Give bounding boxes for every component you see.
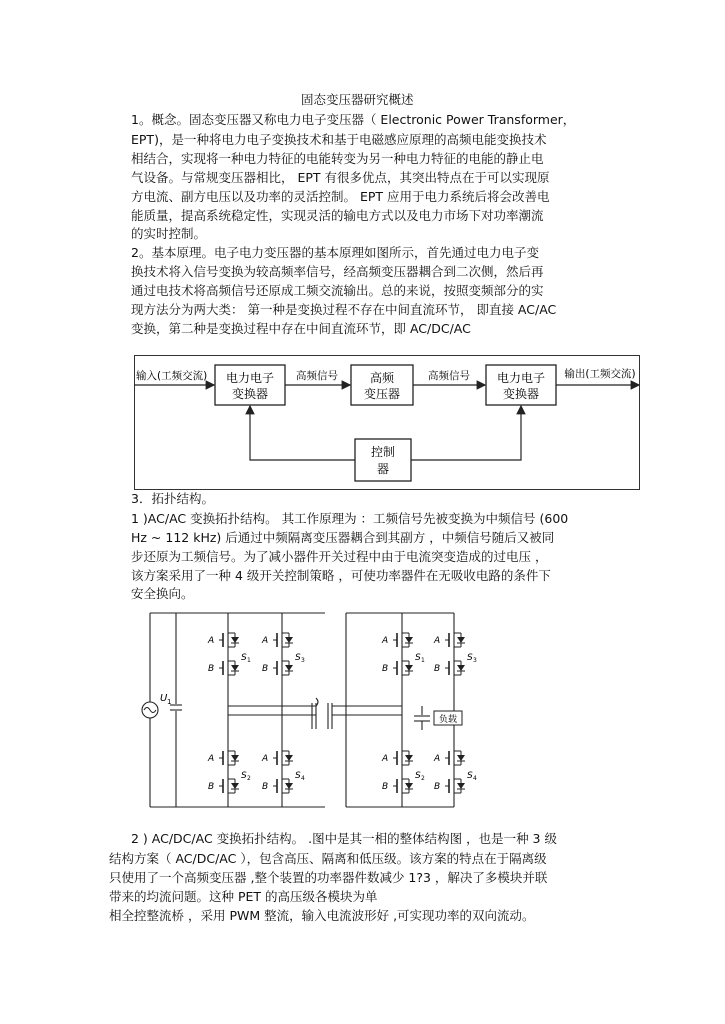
switch-subscript: 2 (421, 775, 425, 782)
paragraph-line: 2。基本原理。电子电力变压器的基本原理如图所示，首先通过电力电子变 (131, 245, 539, 260)
gate-label-b: B (262, 664, 269, 674)
paragraph-line: 1。概念。固态变压器又称电力电子变压器（ Electronic Power Transformer， (131, 112, 576, 127)
converter-2-label-line2: 变换器 (502, 387, 540, 401)
bidirectional-switch (207, 745, 251, 803)
switch-label: S (467, 771, 473, 781)
switch-label: S (467, 653, 473, 663)
paragraph-line: 方电流、副方电压以及功率的灵活控制。 EPT 应用于电力系统后将会改善电 (131, 189, 550, 204)
bidirectional-switch (261, 745, 305, 803)
gate-label-b: B (208, 664, 215, 674)
converter-1-label-line2: 变换器 (231, 387, 269, 401)
switch-subscript: 4 (473, 775, 477, 782)
controller-label-line2: 器 (376, 462, 390, 476)
paragraph-line: EPT)，是一种将电力电子变换技术和基于电磁感应原理的高频电能变换技术 (131, 132, 547, 147)
gate-label-b: B (208, 782, 215, 792)
switch-subscript: 3 (301, 657, 305, 664)
switch-subscript: 4 (301, 775, 305, 782)
switch-subscript: 2 (247, 775, 251, 782)
paragraph-line: 2 ) AC/DC/AC 变换拓扑结构。 .图中是其一相的整体结构图 ，也是一种 3 级 (131, 831, 557, 846)
paragraph-line: 带来的均流问题。这种 PET 的高压级各模块为单 (109, 889, 378, 904)
bidirectional-switch (207, 627, 251, 685)
input-label: 输入(工频交流) (136, 370, 208, 382)
gate-label-a: A (208, 636, 215, 646)
bidirectional-switch (381, 745, 425, 803)
gate-label-a: A (262, 754, 269, 764)
paragraph-line: 只使用了一个高频变压器 ,整个装置的功率器件数减少 1?3 ，解决了多模块并联 (109, 870, 548, 885)
gate-label-b: B (382, 782, 389, 792)
paragraph-line: 该方案采用了一种 4 级开关控制策略 ，可使功率器件在无吸收电路的条件下 (131, 568, 551, 583)
transformer-label-line1: 高频 (369, 371, 395, 385)
page-title: 固态变压器研究概述 (301, 92, 414, 107)
converter-1-label-line1: 电力电子 (225, 371, 275, 385)
bidirectional-switch (433, 627, 477, 685)
gate-label-a: A (382, 754, 389, 764)
switch-subscript: 1 (247, 657, 251, 664)
bidirectional-switch (261, 627, 305, 685)
gate-label-a: A (434, 754, 441, 764)
bidirectional-switch (433, 745, 477, 803)
switch-label: S (241, 771, 247, 781)
gate-label-b: B (382, 664, 389, 674)
gate-label-b: B (434, 782, 441, 792)
source-label: U (160, 693, 168, 704)
switch-subscript: 1 (421, 657, 425, 664)
paragraph-line: 气设备。与常规变压器相比， EPT 有很多优点，其突出特点在于可以实现原 (131, 170, 550, 185)
source-subscript: 1 (167, 698, 172, 706)
paragraph-line: Hz ~ 112 kHz) 后通过中频隔离变压器耦合到其副方 ，中频信号随后又被同 (131, 530, 555, 545)
gate-label-a: A (434, 636, 441, 646)
load-label: 负载 (438, 715, 458, 725)
paragraph-line: 1 )AC/AC 变换拓扑结构。 其工作原理为 ：工频信号先被变换为中频信号 (600 (131, 511, 569, 526)
paragraph-line: 换技术将入信号变换为较高频率信号，经高频变压器耦合到二次侧，然后再 (131, 264, 544, 279)
signal-2-label: 高频信号 (428, 370, 470, 382)
gate-label-a: A (208, 754, 215, 764)
circuit-diagram (130, 605, 477, 815)
converter-2-label-line1: 电力电子 (496, 371, 546, 385)
paragraph-line: 能质量，提高系统稳定性，实现灵活的输电方式以及电力市场下对功率潮流 (131, 208, 544, 223)
switch-label: S (415, 771, 421, 781)
block-diagram (134, 355, 640, 490)
controller-label-line1: 控制 (370, 445, 396, 459)
paragraph-line: 结构方案（ AC/DC/AC ），包含高压、隔离和低压级。该方案的特点在于隔离级 (109, 851, 547, 866)
paragraph-line: 3．拓扑结构。 (131, 491, 214, 506)
paragraph-line: 安全换向。 (131, 586, 194, 601)
paragraph-line: 通过电技术将高频信号还原成工频交流输出。总的来说，按照变频部分的实 (131, 283, 544, 298)
switch-label: S (295, 653, 301, 663)
paragraph-line: 步还原为工频信号。为了减小器件开关过程中由于电流突变造成的过电压 ， (131, 549, 548, 564)
switch-label: S (295, 771, 301, 781)
gate-label-a: A (382, 636, 389, 646)
paragraph-line: 的实时控制。 (131, 226, 207, 241)
bidirectional-switch (381, 627, 425, 685)
paragraph-line: 现方法分为两大类： 第一种是变换过程不存在中间直流环节， 即直接 AC/AC (131, 302, 557, 317)
paragraph-line: 变换，第二种是变换过程中存在中间直流环节，即 AC/DC/AC (131, 321, 471, 336)
switch-label: S (415, 653, 421, 663)
switch-label: S (241, 653, 247, 663)
signal-1-label: 高频信号 (296, 370, 338, 382)
output-label: 输出(工频交流) (564, 368, 636, 380)
paragraph-line: 相全控整流桥 ，采用 PWM 整流，输入电流波形好 ,可实现功率的双向流动。 (109, 908, 535, 923)
transformer-label-line2: 变压器 (363, 387, 401, 401)
gate-label-a: A (262, 636, 269, 646)
gate-label-b: B (262, 782, 269, 792)
switch-subscript: 3 (473, 657, 477, 664)
gate-label-b: B (434, 664, 441, 674)
paragraph-line: 相结合，实现将一种电力特征的电能转变为另一种电力特征的电能的静止电 (131, 151, 544, 166)
